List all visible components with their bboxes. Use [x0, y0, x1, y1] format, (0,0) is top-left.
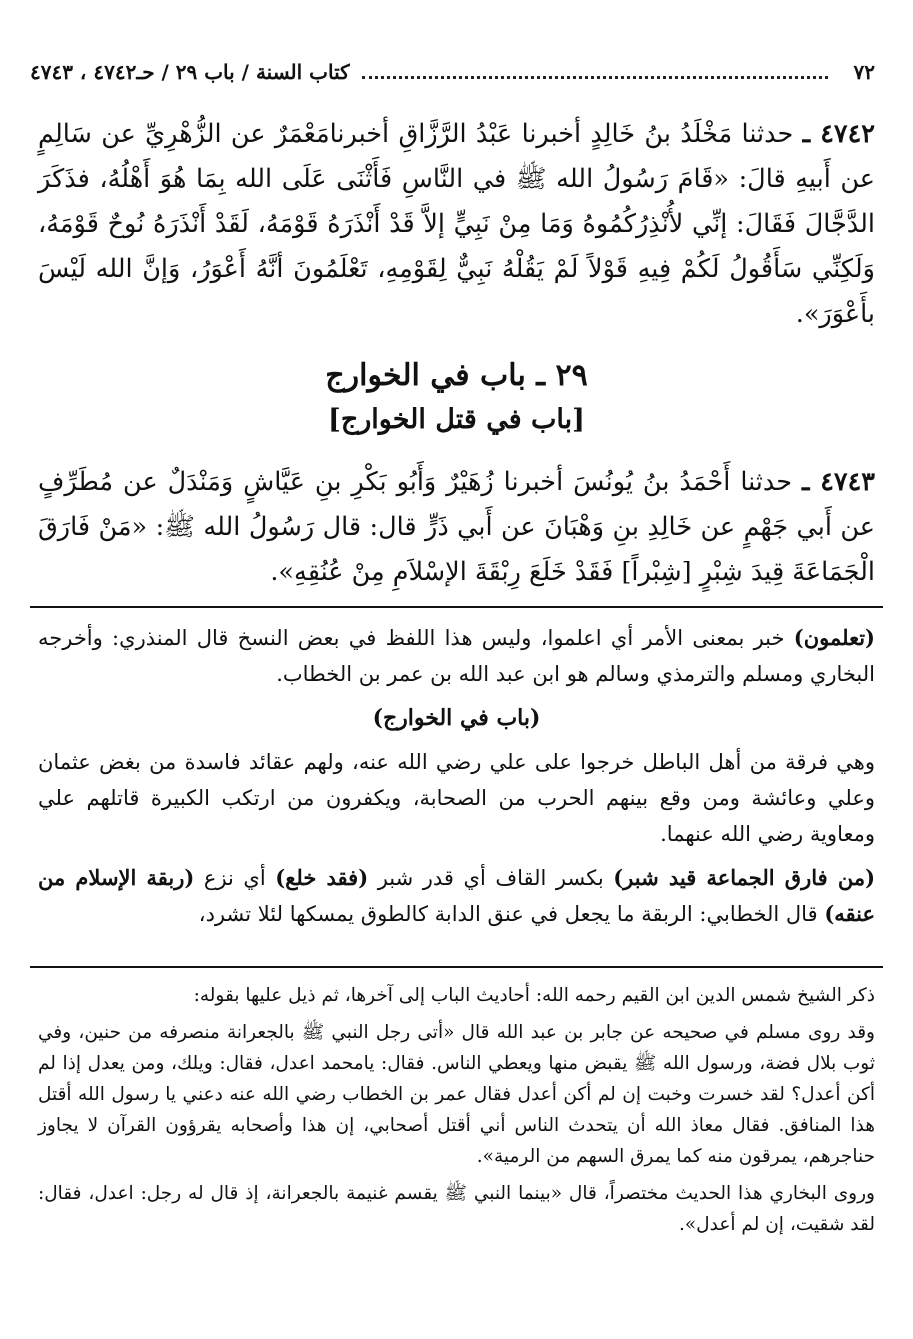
chapter-heading: [38, 354, 875, 442]
header-dotted-leader: [362, 66, 828, 79]
commentary-text: وهي فرقة من أهل الباطل خرجوا على علي رضي الله عنه، ولهم عقائد فاسدة من بغض عثمان وعلي وعائشة ومن وقع بينهم الحرب من الصحابة، ويكفرون من ارتكب الكبيرة قاتلهم علي ومعاوية رضي الله عنهما.: [38, 750, 875, 846]
page-header: [30, 52, 875, 92]
commentary-paragraph: [38, 860, 875, 932]
hadith-4742: [38, 112, 875, 337]
divider-line: [30, 966, 883, 968]
main-text-2: [38, 460, 875, 595]
tahdhib-paragraph: وقد روى مسلم في صحيحه عن جابر بن عبد الله قال «أتى رجل النبي ﷺ بالجعرانة منصرفه من حنين، وفي ثوب بلال فضة، ورسول الله ﷺ يقبض منها ويعطي الناس. فقال: يامحمد اعدل، فقال: ويلك، ومن يعدل إذا لم أكن أعدل؟ لقد خسرت وخبت إن لم أكن أعدل فقال عمر بن الخطاب رضي الله عنه دعني يا رسول الله أقتل هذا المنافق. فقال معاذ الله أن يتحدث الناس أني أقتل أصحابي، إن هذا وأصحابه يقرؤون القرآن لا يجاوز حناجرهم، يمرقون منه كما يمرق السهم من الرمية».: [38, 1022, 875, 1167]
hadith-number: ٤٧٤٢ ـ: [802, 119, 875, 149]
commentary-section-title: (باب في الخوارج): [372, 705, 541, 731]
tahdhib-paragraph: وروى البخاري هذا الحديث مختصراً، قال «بينما النبي ﷺ يقسم غنيمة بالجعرانة، إذ قال له رجل: اعدل، فقال: لقد شقيت، إن لم أعدل».: [38, 1183, 875, 1235]
tahdhib-paragraph: ذكر الشيخ شمس الدين ابن القيم رحمه الله: أحاديث الباب إلى آخرها، ثم ذيل عليها بقوله:: [193, 985, 875, 1006]
commentary: [38, 620, 875, 932]
running-title: كتاب السنة / باب ٢٩ / حـ٤٧٤٢ ، ٤٧٤٣: [30, 60, 350, 84]
main-text: [38, 112, 875, 337]
commentary-text: قال الخطابي: الربقة ما يجعل في عنق الدابة كالطوق يمسكها لئلا تشرد،: [198, 902, 818, 926]
hadith-4743: [38, 460, 875, 595]
hadith-text: حدثنا مَخْلَدُ بنُ خَالِدٍ أخبرنا عَبْدُ الرَّزَّاقِ أخبرنامَعْمَرٌ عن الزُّهْرِيِّ عن سَالِمٍ عن أَبيهِ قالَ: «قَامَ رَسُولُ الله ﷺ في النَّاسِ فَأَثْنَى عَلَى الله بِمَا هُوَ أَهْلُهُ، فذَكَرَ الدَّجَّالَ فَقَالَ: إنِّي لأُنْذِرُكُمُوهُ وَمَا مِنْ نَبِيٍّ إلاَّ قَدْ أَنْذَرَهُ قَوْمَهُ، لَقَدْ أَنْذَرَهُ نُوحٌ قَوْمَهُ، وَلَكِنِّي سَأَقُولُ لَكُمْ فِيهِ قَوْلاً لَمْ يَقُلْهُ نَبِيٌّ لِقَوْمِهِ، تَعْلَمُونَ أنَّهُ أَعْوَرُ، وَإنَّ الله لَيْسَ بأَعْوَرَ».: [38, 119, 875, 329]
hadith-text: حدثنا أَحْمَدُ بنُ يُونُسَ أخبرنا زُهَيْرٌ وَأَبُو بَكْرِ بنِ عَيَّاشٍ وَمَنْدَلٌ عن مُطَرِّفٍ عن أَبي جَهْمٍ عن خَالِدِ بنِ وَهْبَانَ عن أَبي ذَرٍّ قال: قال رَسُولُ الله ﷺ: «مَنْ فَارَقَ الْجَمَاعَةَ قِيدَ شِبْرٍ [شِبْراً] فَقَدْ خَلَعَ رِبْقَةَ الإسْلاَمِ مِنْ عُنُقِهِ».: [38, 467, 875, 587]
commentary-term: (فقد خلع): [275, 865, 369, 890]
commentary-text: بكسر القاف أي قدر شبر: [377, 866, 604, 890]
commentary-paragraph: [38, 744, 875, 852]
commentary-term: (تعلمون): [793, 625, 875, 650]
page-number: ٧٢: [853, 60, 875, 84]
commentary-term: (ربقة الإسلام من عنقه): [38, 865, 875, 926]
chapter-subtitle: [باب في قتل الخوارج]: [328, 404, 585, 435]
commentary-text: خبر بمعنى الأمر أي اعلموا، وليس هذا اللفظ في بعض النسخ قال المنذري: وأخرجه البخاري ومسلم والترمذي وسالم هو ابن عبد الله بن عمر بن الخطاب.: [38, 626, 875, 686]
commentary-text: أي نزع: [203, 866, 266, 890]
tahdhib-note: [38, 980, 875, 1240]
chapter-title: ٢٩ ـ باب في الخوارج: [325, 358, 588, 393]
divider-line: [30, 606, 883, 608]
commentary-term: (من فارق الجماعة قيد شبر): [613, 865, 876, 890]
commentary-paragraph: [38, 620, 875, 692]
hadith-number: ٤٧٤٣ ـ: [802, 467, 875, 497]
